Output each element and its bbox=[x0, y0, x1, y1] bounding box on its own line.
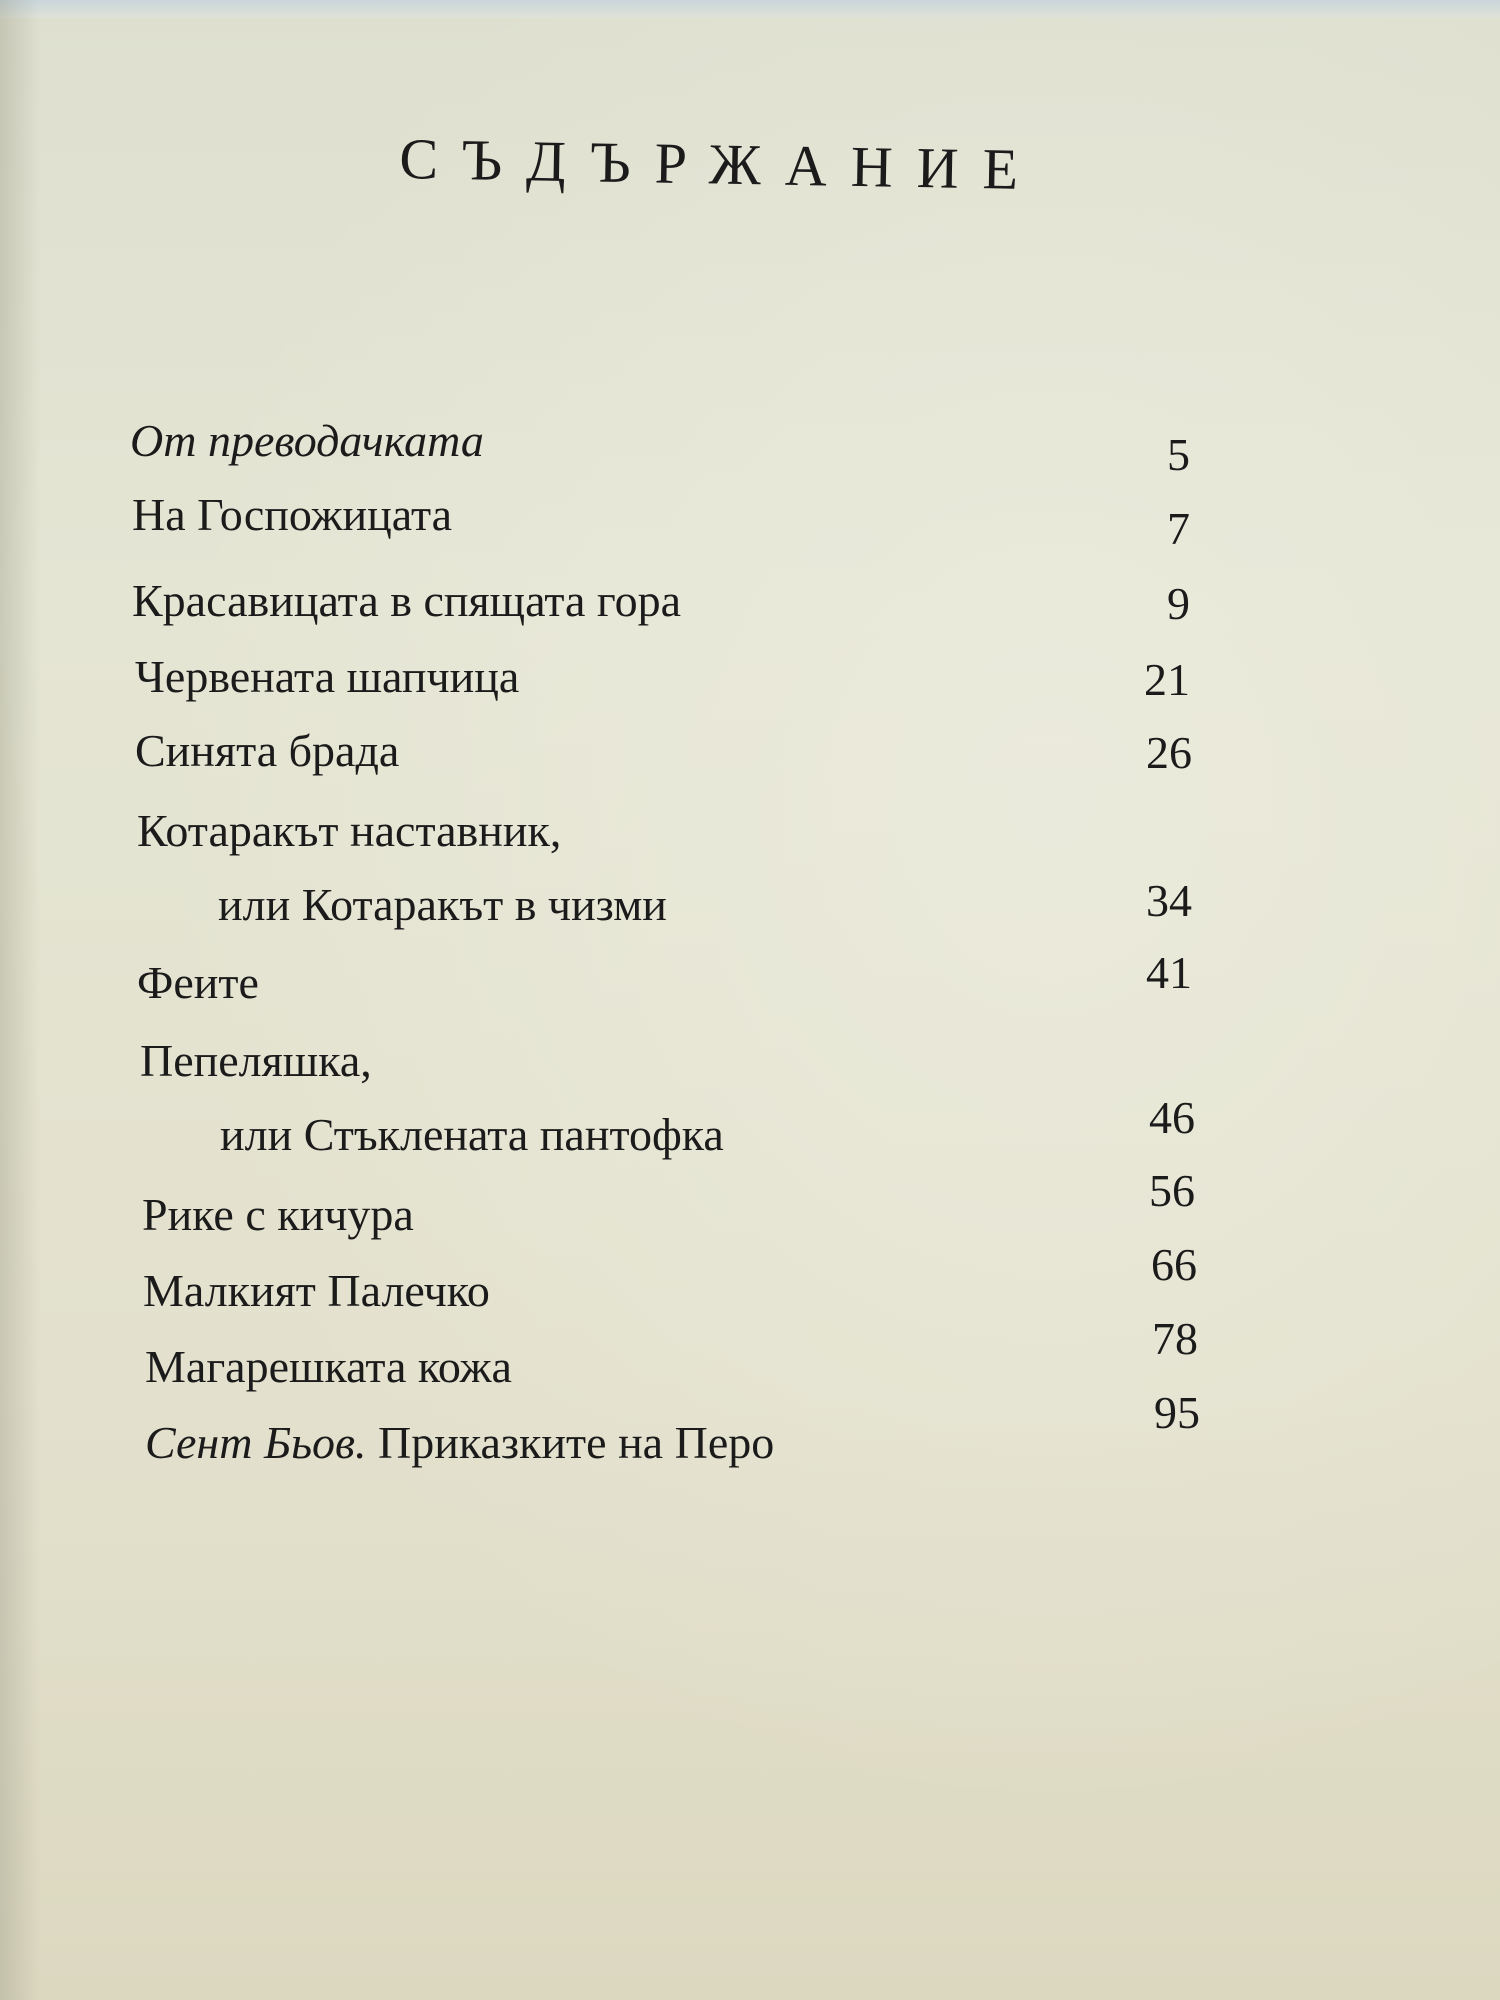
toc-entry-page-number: 34 bbox=[1146, 875, 1192, 926]
toc-entry-page-number: 9 bbox=[1167, 578, 1190, 629]
toc-entry-title bbox=[140, 1035, 372, 1086]
toc-entry-text: Красавицата в спящата гора bbox=[132, 575, 682, 626]
toc-entry-text: Рике с кичура bbox=[142, 1189, 414, 1240]
toc-entry-page-number: 56 bbox=[1149, 1165, 1195, 1216]
toc-entry-text: На Госпожицата bbox=[132, 489, 453, 540]
toc-entry-page-number: 7 bbox=[1167, 503, 1190, 554]
toc-entry-text: Малкият Палечко bbox=[143, 1265, 490, 1316]
toc-entry-title bbox=[135, 725, 400, 776]
toc-entry-page-number: 78 bbox=[1152, 1313, 1198, 1364]
toc-entry-italic-prefix: Сент Бьов. bbox=[145, 1417, 367, 1468]
toc-entry-title bbox=[132, 489, 453, 540]
toc-entry-title bbox=[142, 1189, 414, 1240]
toc-entry-title bbox=[143, 1265, 490, 1316]
toc-entry-title bbox=[218, 879, 667, 930]
toc-entry-title bbox=[135, 651, 520, 702]
toc-entry-text: Феите bbox=[137, 957, 259, 1008]
toc-entry-page-number: 66 bbox=[1151, 1239, 1197, 1290]
toc-entry-text: Синята брада bbox=[135, 725, 400, 776]
toc-entry-title bbox=[145, 1417, 775, 1468]
toc-entry-page-number: 26 bbox=[1146, 727, 1192, 778]
toc-entry-italic-prefix: От преводачката bbox=[130, 415, 484, 466]
toc-entry-title bbox=[137, 957, 259, 1008]
toc-entry-text: Пепеляшка, bbox=[140, 1035, 372, 1086]
toc-entry-text: Приказките на Перо bbox=[378, 1417, 775, 1468]
toc-entry-text: Котаракът наставник, bbox=[137, 805, 562, 856]
toc-entry-title bbox=[132, 575, 682, 626]
toc-entry-title bbox=[130, 415, 484, 466]
toc-entry-title bbox=[145, 1341, 512, 1392]
page-title: СЪДЪРЖАНИЕ bbox=[398, 125, 1043, 203]
toc-entry-text: Магарешката кожа bbox=[145, 1341, 512, 1392]
toc-entry-text: или Стъклената пантофка bbox=[220, 1109, 724, 1160]
toc-entry-page-number: 21 bbox=[1144, 654, 1190, 705]
toc-entry-page-number: 41 bbox=[1146, 947, 1192, 998]
toc-entry-page-number: 5 bbox=[1167, 429, 1190, 480]
toc-entry-page-number: 46 bbox=[1149, 1092, 1195, 1143]
toc-entry-title bbox=[220, 1109, 724, 1160]
toc-entry-text: Червената шапчица bbox=[135, 651, 520, 702]
toc-entry-title bbox=[137, 805, 562, 856]
toc-entry-text: или Котаракът в чизми bbox=[218, 879, 667, 930]
toc-entry-page-number: 95 bbox=[1154, 1387, 1200, 1438]
